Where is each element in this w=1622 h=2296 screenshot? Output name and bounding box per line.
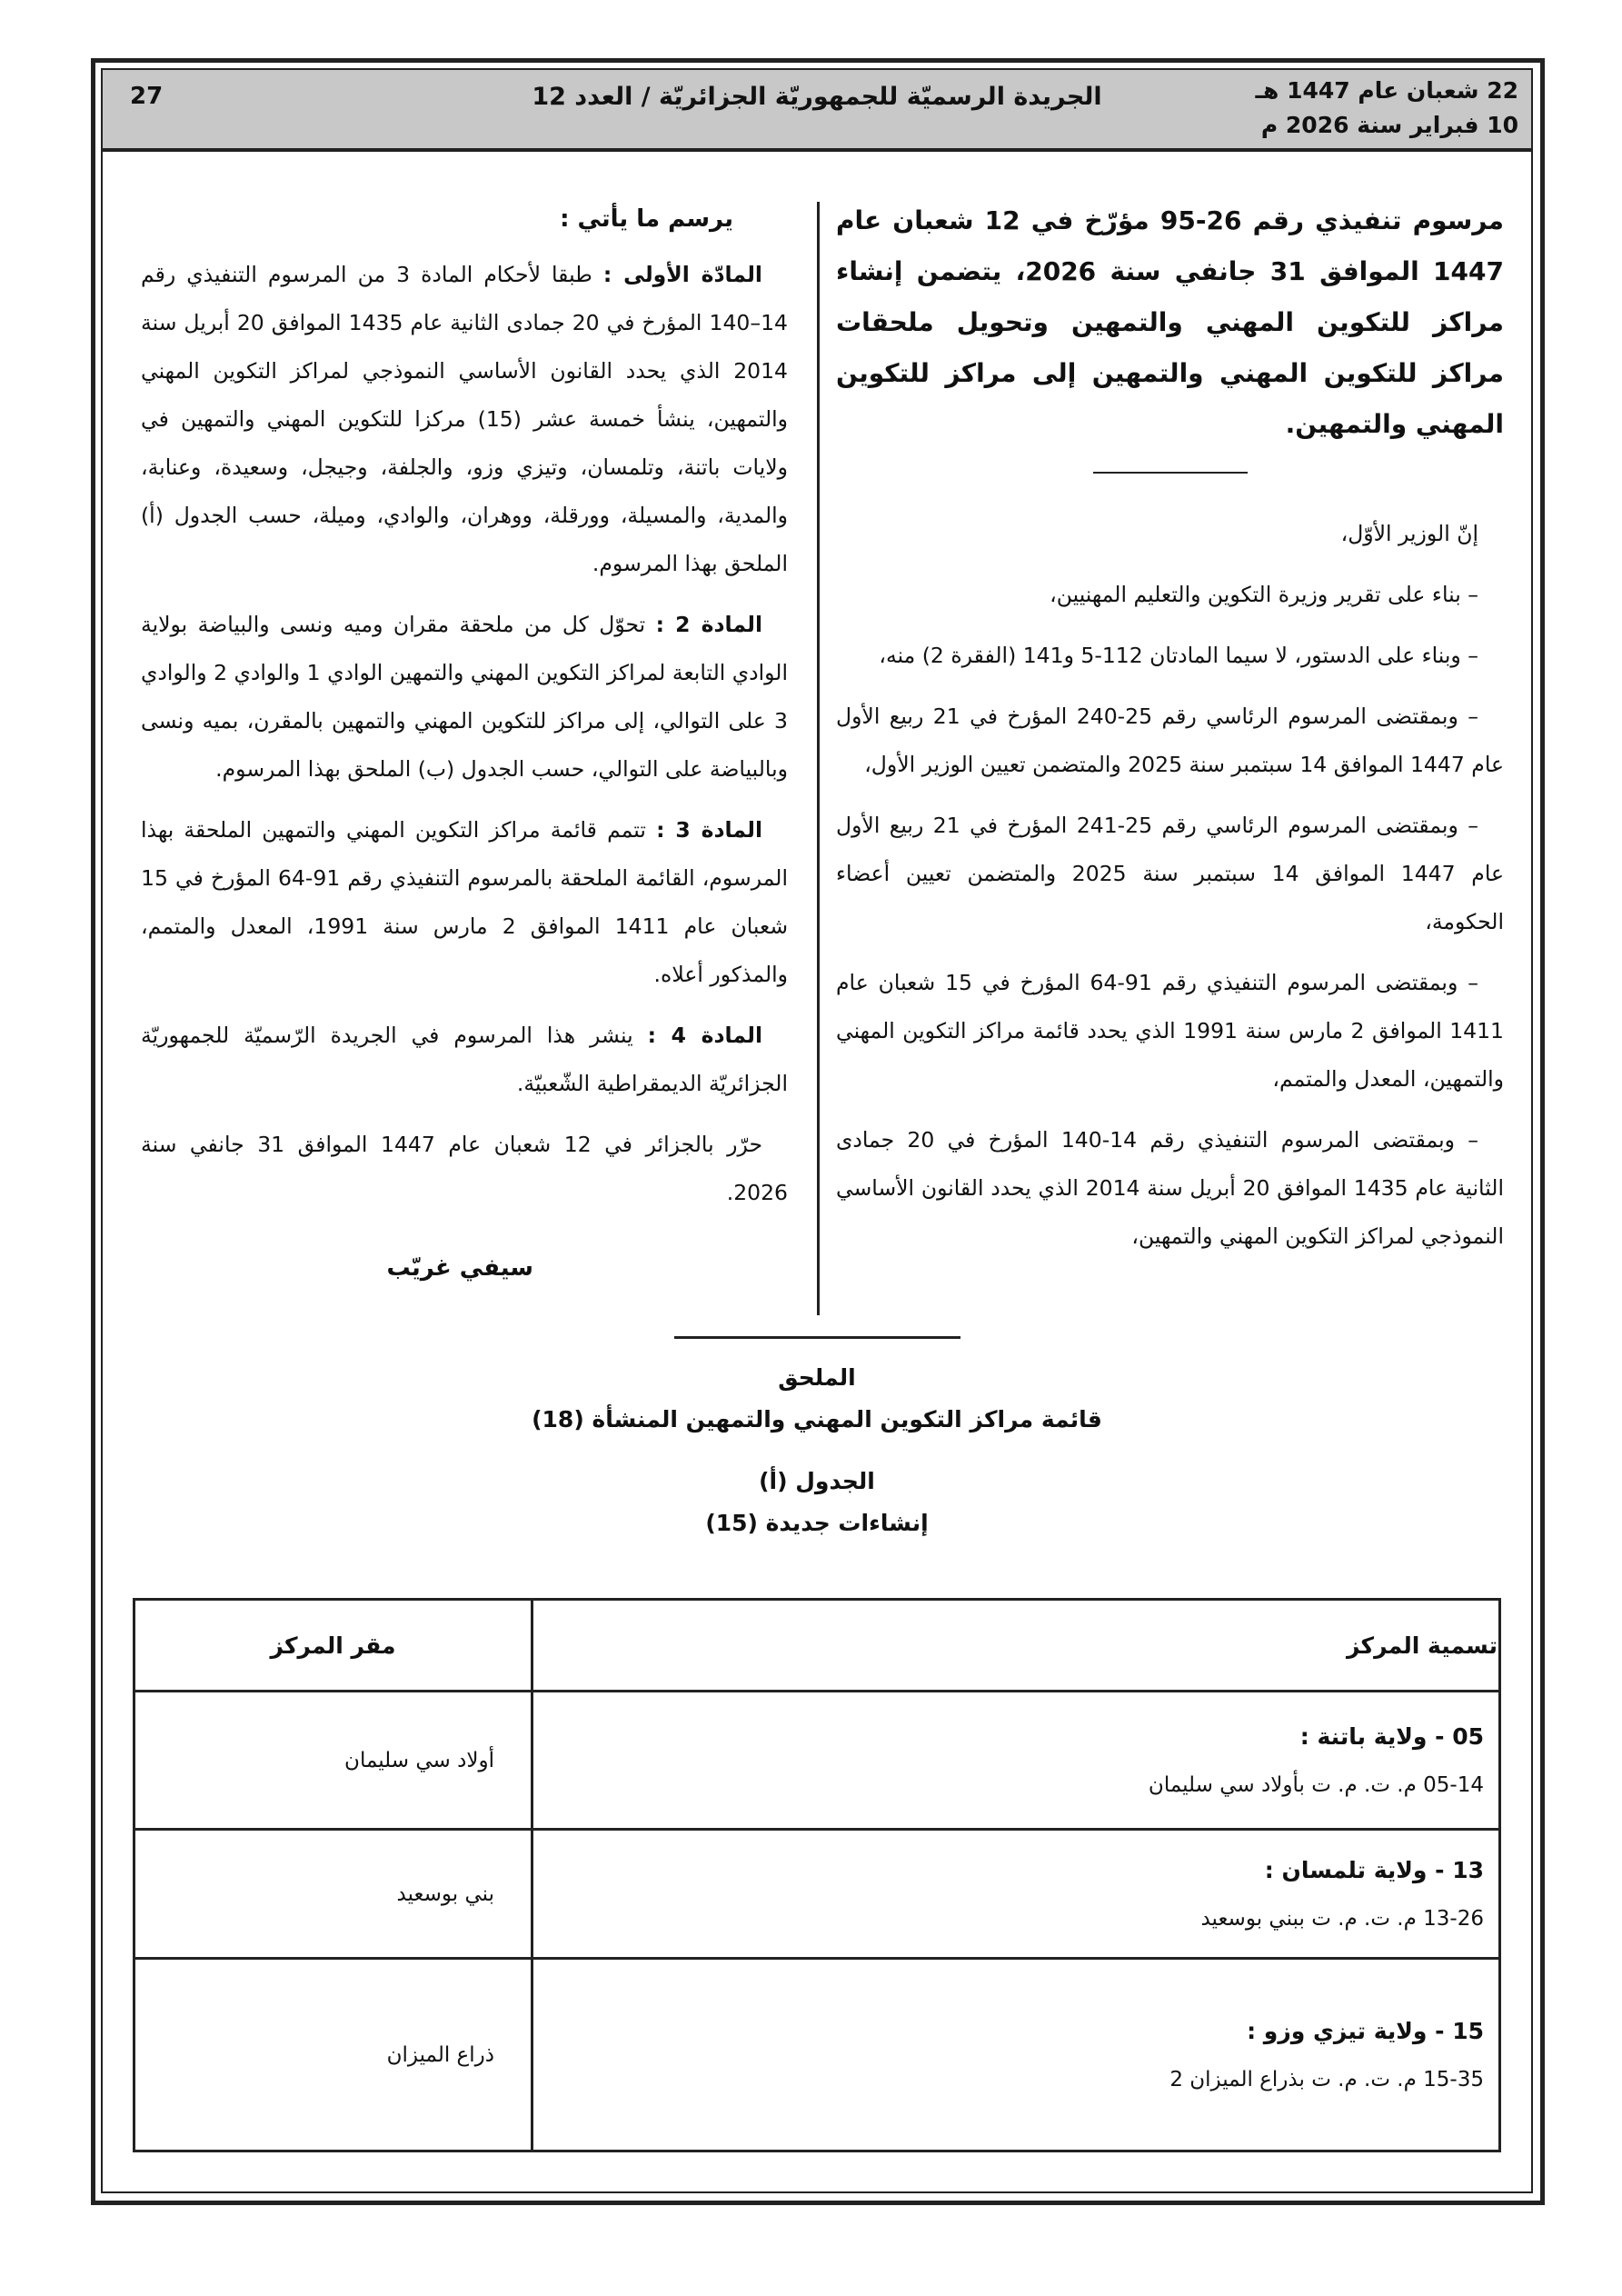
- center-name: 05-14 م. ت. م. ت بأولاد سي سليمان: [1148, 1773, 1484, 1797]
- center-name-cell: [532, 1692, 1500, 1830]
- decrees-heading: يرسم ما يأتي :: [560, 205, 733, 233]
- page-header: [103, 70, 1531, 152]
- article-3: [141, 806, 788, 999]
- article-label: المادة 2 :: [655, 612, 762, 637]
- center-seat: أولاد سي سليمان: [134, 1692, 532, 1830]
- annex-subtitle: قائمة مراكز التكوين المهني والتمهين المنشأة (18): [532, 1406, 1102, 1433]
- visa-paragraph: – بناء على تقرير وزيرة التكوين والتعليم المهنيين،: [1050, 582, 1478, 607]
- title-separator: [1093, 472, 1248, 474]
- article-label: المادة 3 :: [656, 817, 762, 843]
- decree-title: مرسوم تنفيذي رقم 26-95 مؤرّخ في 12 شعبان عام 1447 الموافق 31 جانفي سنة 2026، يتضمن إنشاء مراكز للتكوين المهني والتمهين وتحويل ملحقات مراكز للتكوين المهني والتمهين إلى مراكز للتكوين المهني والتمهين.: [836, 205, 1504, 439]
- article-text: ينشر هذا المرسوم في الجريدة الرّسميّة للجمهوريّة الجزائريّة الديمقراطية الشّعبيّة.: [141, 1023, 788, 1096]
- table-subtitle: إنشاءات جديدة (15): [705, 1510, 929, 1536]
- column-divider: [817, 202, 820, 1315]
- wilaya-label: 13 - ولاية تلمسان :: [1264, 1857, 1484, 1883]
- center-name: 15-35 م. ت. م. ت بذراع الميزان 2: [1169, 2068, 1484, 2091]
- article-text: تتمم قائمة مراكز التكوين المهني والتمهين الملحقة بهذا المرسوم، القائمة الملحقة بالمرسوم التنفيذي رقم 91-64 المؤرخ في 15 شعبان عام 1411 الموافق 2 مارس سنة 1991، المعدل والمتمم، والمذكور أعلاه.: [141, 817, 789, 987]
- article-1: [141, 251, 788, 588]
- right-column: [836, 195, 1504, 1273]
- opening-line: إنّ الوزير الأوّل،: [1340, 521, 1478, 546]
- centers-table: [133, 1598, 1501, 2152]
- table-title: الجدول (أ): [759, 1468, 875, 1494]
- gregorian-date: 10 فبراير سنة 2026 م: [1260, 112, 1518, 138]
- table-row: [134, 1959, 1500, 2151]
- column-header-center-seat: مقر المركز: [134, 1600, 532, 1692]
- article-2: [141, 601, 788, 794]
- page-number: 27: [130, 83, 164, 110]
- annex-heading: [133, 1336, 1501, 1544]
- journal-title: الجريدة الرسميّة للجمهوريّة الجزائريّة / العدد 12: [532, 83, 1102, 111]
- article-label: المادّة الأولى :: [602, 262, 762, 287]
- hijri-date: 22 شعبان عام 1447 هـ: [1255, 77, 1518, 104]
- signature: سيفي غريّب: [386, 1254, 533, 1282]
- column-header-center-name: تسمية المركز: [532, 1600, 1500, 1692]
- center-name-cell: [532, 1959, 1500, 2151]
- article-text: تحوّل كل من ملحقة مقران وميه ونسى والبياضة بولاية الوادي التابعة لمراكز التكوين المهني والتمهين الوادي 1 والوادي 2 والوادي 3 على التوالي، إلى مراكز للتكوين المهني والتمهين بالمقرن، بميه ونسى وبالبياضة على التوالي، حسب الجدول (ب) الملحق بهذا المرسوم.: [141, 612, 788, 782]
- table-row: [134, 1830, 1500, 1959]
- left-column: [141, 195, 788, 1293]
- visa-paragraph: – وبمقتضى المرسوم التنفيذي رقم 14-140 المؤرخ في 20 جمادى الثانية عام 1435 الموافق 20 أبريل سنة 2014 الذي يحدد القانون الأساسي النموذجي لمراكز التكوين المهني والتمهين،: [836, 1127, 1505, 1249]
- center-seat: ذراع الميزان: [134, 1959, 532, 2151]
- visa-paragraph: – وبناء على الدستور، لا سيما المادتان 112-5 و141 (الفقرة 2) منه،: [879, 643, 1478, 668]
- closing-line: حرّر بالجزائر في 12 شعبان عام 1447 الموافق 31 جانفي سنة 2026.: [141, 1132, 788, 1205]
- center-name-cell: [532, 1830, 1500, 1959]
- visa-paragraph: – وبمقتضى المرسوم الرئاسي رقم 25-241 المؤرخ في 21 ربيع الأول عام 1447 الموافق 14 سبتمبر سنة 2025 والمتضمن تعيين أعضاء الحكومة،: [836, 813, 1505, 934]
- visa-paragraph: – وبمقتضى المرسوم الرئاسي رقم 25-240 المؤرخ في 21 ربيع الأول عام 1447 الموافق 14 سبتمبر سنة 2025 والمتضمن تعيين الوزير الأول،: [836, 704, 1504, 777]
- annex-separator: [674, 1336, 960, 1339]
- table-header-row: [134, 1600, 1500, 1692]
- article-label: المادة 4 :: [647, 1023, 762, 1048]
- article-4: [141, 1012, 788, 1108]
- annex-title: الملحق: [778, 1364, 856, 1391]
- center-name: 13-26 م. ت. م. ت ببني بوسعيد: [1200, 1907, 1484, 1931]
- article-text: طبقا لأحكام المادة 3 من المرسوم التنفيذي رقم 14–140 المؤرخ في 20 جمادى الثانية عام 1435 الموافق 20 أبريل سنة 2014 الذي يحدد القانون الأساسي النموذجي لمراكز التكوين المهني والتمهين، ينشأ خمسة عشر (15) مركزا للتكوين المهني والتمهين في ولايات باتنة، وتلمسان، وتيزي وزو، والجلفة، وجيجل، وسعيدة، وعنابة، والمدية، والمسيلة، وورقلة، ووهران، والوادي، وميلة، حسب الجدول (أ) الملحق بهذا المرسوم.: [141, 262, 789, 576]
- center-seat: بني بوسعيد: [134, 1830, 532, 1959]
- wilaya-label: 15 - ولاية تيزي وزو :: [1247, 2018, 1484, 2044]
- wilaya-label: 05 - ولاية باتنة :: [1299, 1723, 1484, 1750]
- visa-paragraph: – وبمقتضى المرسوم التنفيذي رقم 91-64 المؤرخ في 15 شعبان عام 1411 الموافق 2 مارس سنة 1991 الذي يحدد قائمة مراكز التكوين المهني والتمهين، المعدل والمتمم،: [836, 970, 1505, 1092]
- table-row: [134, 1692, 1500, 1830]
